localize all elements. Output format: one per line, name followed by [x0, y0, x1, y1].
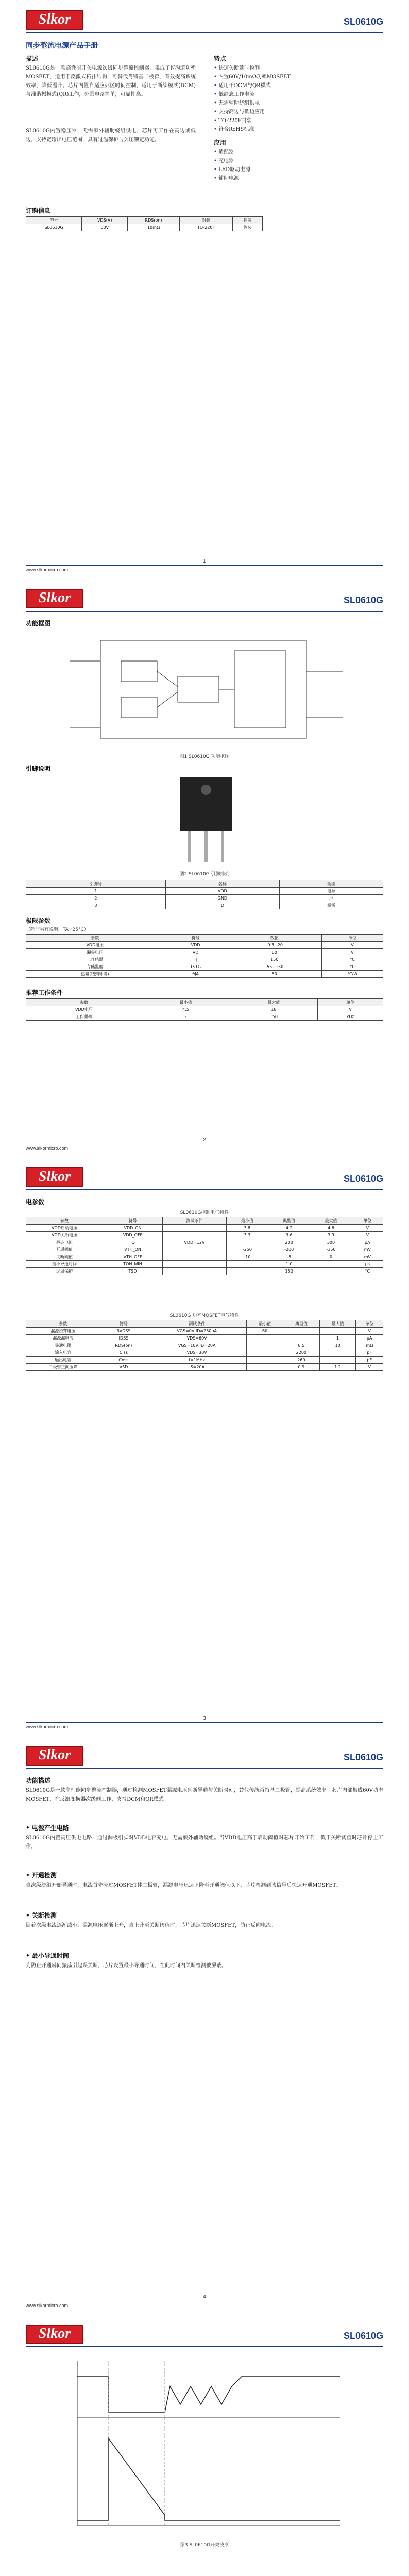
column-header: 最大值 — [310, 1217, 352, 1225]
column-header: 引脚号 — [26, 880, 166, 888]
table-cell: VDD_OFF — [103, 1232, 162, 1239]
block-diagram — [49, 630, 363, 749]
table-cell: 10 — [319, 1342, 356, 1349]
app-item: • 辅助电源 — [214, 174, 379, 183]
table-cell: 漏源击穿电压 — [26, 1328, 100, 1335]
feature-item: • 低静态工作电流 — [214, 90, 379, 99]
table-cell: TSD — [103, 1268, 162, 1275]
func-text: SL0610G是一款高性能同步整流控制器，通过检测MOSFET漏源电压判断导通与关断时刻，替代传统肖特基二极管，提高系统效率。芯片内部集成60V功率MOSFET，在反激变换器次级侧工作，支持DCM和QR模式。 — [26, 1788, 383, 1802]
table-cell: 8.5 — [283, 1342, 319, 1349]
table-cell — [247, 1335, 283, 1342]
table-cell: IDSS — [100, 1335, 147, 1342]
table-cell: 50 — [227, 971, 322, 978]
column-header: 测试条件 — [163, 1217, 227, 1225]
table-cell: TSTG — [164, 963, 227, 971]
table-cell: GND — [165, 895, 279, 902]
table-cell: 4.2 — [268, 1225, 310, 1232]
table-row — [26, 224, 263, 231]
part-number: SL0610G — [343, 2331, 383, 2341]
table-cell: 工作结温 — [26, 956, 164, 963]
table-cell: VDD_ON — [103, 1225, 162, 1232]
table-cell: Coss — [100, 1357, 147, 1364]
s4-heading: • 最小导通时间 — [26, 1952, 69, 1959]
table-cell: 200 — [268, 1239, 310, 1246]
table-cell: 4.5 — [142, 1006, 230, 1013]
abs-heading: 极限参数 — [26, 917, 51, 924]
table-row — [26, 1232, 383, 1239]
table-cell: 漏极 — [280, 902, 383, 909]
t1-caption: SL0610G控制电气特性 — [180, 1210, 229, 1215]
table-cell: mΩ — [356, 1342, 383, 1349]
block-caption: 图1 SL0610G 功能框图 — [179, 754, 230, 759]
feature-item: • 快速关断延时检测 — [214, 64, 379, 73]
page-header — [26, 588, 383, 612]
table-row — [26, 1349, 383, 1357]
app-item: • 充电器 — [214, 157, 379, 165]
table-cell: V — [352, 1232, 383, 1239]
table-cell: 2 — [26, 895, 166, 902]
table-row — [26, 902, 383, 909]
table-cell: VGS=10V,ID=20A — [147, 1342, 247, 1349]
s1-text: SL0610G内置高压供电电路，通过漏极引脚对VDD电容充电，无需额外辅助绕组。当VDD电压高于启动阈值时芯片开始工作，低于关断阈值时芯片停止工作。 — [26, 1835, 383, 1850]
table-cell — [319, 1328, 356, 1335]
column-header: 包装 — [233, 217, 263, 224]
table-row — [26, 1246, 383, 1253]
s2-text: 当次级绕组开始导通时，电流首先流过MOSFET体二极管，漏源电压迅速下降至开通阈值以下，芯片检测到该信号后快速开通MOSFET。 — [26, 1883, 342, 1888]
table-cell: 漏极电压 — [26, 949, 164, 956]
table-cell: V — [318, 1006, 383, 1013]
table-header-row — [26, 1217, 383, 1225]
column-header: 数值 — [227, 935, 322, 942]
table-cell: 导通电阻 — [26, 1342, 100, 1349]
table-cell: 3.6 — [268, 1232, 310, 1239]
table-cell — [226, 1261, 268, 1268]
table-cell: D — [165, 902, 279, 909]
footer-url: www.slkormicro.com — [26, 1146, 69, 1151]
column-header: 功能 — [280, 880, 383, 888]
table-row — [26, 963, 383, 971]
table-cell: μs — [352, 1261, 383, 1268]
feature-item: • TO-220F封装 — [214, 116, 379, 125]
table-row — [26, 1357, 383, 1364]
page-4 — [0, 1736, 409, 2314]
table-cell: 3.3 — [226, 1232, 268, 1239]
column-header: 符号 — [164, 935, 227, 942]
feature-item: • 符合RoHS标准 — [214, 125, 379, 134]
column-header: 符号 — [100, 1320, 147, 1328]
page-footer: 3 www.slkormicro.com — [26, 1722, 383, 1733]
table-cell: 260 — [283, 1357, 319, 1364]
desc-text: SL0610G是一款高性能开关电源次级同步整流控制器，集成了N沟道功率MOSFET，适用于反激式拓扑结构，可替代肖特基二极管，有效提高系统效率，降低温升。芯片内置自适应死区时间控制，适用于断续模式(DCM)与准谐振模式(QR)工作，外围电路简单，可靠性高。 — [26, 65, 196, 97]
package-image — [175, 774, 237, 867]
table-cell: 工作频率 — [26, 1013, 142, 1021]
table-cell: IQ — [103, 1239, 162, 1246]
table-cell: V — [356, 1364, 383, 1371]
column-header: 单位 — [356, 1320, 383, 1328]
table-row — [26, 949, 383, 956]
column-header: 测试条件 — [147, 1320, 247, 1328]
table-cell: 60 — [247, 1328, 283, 1335]
table-cell: - — [142, 1013, 230, 1021]
table-cell: 二极管正向压降 — [26, 1364, 100, 1371]
table-cell: pF — [356, 1357, 383, 1364]
column-header: 型号 — [26, 217, 82, 224]
table-cell: °C — [322, 956, 383, 963]
table-cell: 60 — [227, 949, 322, 956]
table-cell: 300 — [310, 1239, 352, 1246]
s3-heading: • 关断检测 — [26, 1912, 57, 1919]
table-header-row — [26, 217, 263, 224]
table-cell: TON_MIN — [103, 1261, 162, 1268]
rec-heading: 推荐工作条件 — [26, 989, 63, 996]
table-cell: 最小导通时间 — [26, 1261, 103, 1268]
pin-table — [26, 880, 383, 909]
table-cell: 1 — [26, 888, 166, 895]
table-cell: 150 — [227, 956, 322, 963]
part-number: SL0610G — [343, 595, 383, 605]
footer-url: www.slkormicro.com — [26, 567, 69, 572]
table-cell: 0 — [310, 1253, 352, 1261]
column-header: RDS(on) — [128, 217, 180, 224]
table-row — [26, 895, 383, 902]
table-cell: VDD — [164, 942, 227, 949]
table-cell: 3 — [26, 902, 166, 909]
footer-url: www.slkormicro.com — [26, 2303, 69, 2308]
column-header: 参数 — [26, 1217, 103, 1225]
table-row — [26, 1261, 383, 1268]
table-cell: IS=20A — [147, 1364, 247, 1371]
table-cell: 静态电流 — [26, 1239, 103, 1246]
table-cell: 60V — [82, 224, 128, 231]
switching-waveform — [62, 2355, 350, 2536]
table-cell: 150 — [230, 1013, 318, 1021]
footer-url: www.slkormicro.com — [26, 1724, 69, 1730]
table-cell: -200 — [268, 1246, 310, 1253]
table-row — [26, 1342, 383, 1349]
table-cell: 150 — [268, 1268, 310, 1275]
table-cell — [247, 1364, 283, 1371]
table-cell: 18 — [230, 1006, 318, 1013]
column-header: VDS(V) — [82, 217, 128, 224]
table-cell — [283, 1335, 319, 1342]
page-3 — [0, 1157, 409, 1736]
table-cell: 关断阈值 — [26, 1253, 103, 1261]
table-cell: 管装 — [233, 224, 263, 231]
table-cell: 3.8 — [226, 1225, 268, 1232]
page-header — [26, 9, 383, 33]
column-header: 最小值 — [226, 1217, 268, 1225]
table-row — [26, 971, 383, 978]
brand-logo: Slkor — [26, 1746, 83, 1766]
page-1 — [0, 0, 409, 579]
page-footer: 2 www.slkormicro.com — [26, 1144, 383, 1154]
table-cell: -0.3~20 — [227, 942, 322, 949]
mosfet-elec-table — [26, 1320, 383, 1371]
table-cell — [319, 1357, 356, 1364]
column-header: 最小值 — [142, 999, 230, 1006]
abs-table — [26, 934, 383, 978]
table-cell: VTH_OFF — [103, 1253, 162, 1261]
page-5 — [0, 2314, 409, 2576]
table-cell: 地 — [280, 895, 383, 902]
table-cell: pF — [356, 1349, 383, 1357]
s2-heading: • 开通检测 — [26, 1872, 57, 1879]
desc-heading: 描述 — [26, 55, 39, 62]
table-cell — [163, 1246, 227, 1253]
table-cell: VTH_ON — [103, 1246, 162, 1253]
table-row — [26, 1013, 383, 1021]
table-cell: VDD — [165, 888, 279, 895]
table-cell: V — [322, 949, 383, 956]
column-header: 典型值 — [283, 1320, 319, 1328]
column-header: 参数 — [26, 935, 164, 942]
table-header-row — [26, 935, 383, 942]
column-header: 参数 — [26, 1320, 100, 1328]
table-cell: 0.9 — [283, 1364, 319, 1371]
table-cell: VSD — [100, 1364, 147, 1371]
pin-caption: 图2 SL0610G 引脚排列 — [179, 872, 230, 877]
table-cell: 2200 — [283, 1349, 319, 1357]
table-cell: 过温保护 — [26, 1268, 103, 1275]
table-cell: -10 — [226, 1253, 268, 1261]
table-cell: VD — [164, 949, 227, 956]
table-cell: VDD关断电压 — [26, 1232, 103, 1239]
table-cell: VDD启动电压 — [26, 1225, 103, 1232]
page-footer: 1 www.slkormicro.com — [26, 565, 383, 575]
table-cell: mV — [352, 1246, 383, 1253]
func-heading: 功能描述 — [26, 1777, 51, 1784]
table-cell: °C — [322, 963, 383, 971]
table-cell: 3.9 — [310, 1232, 352, 1239]
table-cell: θJA — [164, 971, 227, 978]
column-header: 最大值 — [230, 999, 318, 1006]
table-row — [26, 1328, 383, 1335]
table-cell: 10mΩ — [128, 224, 180, 231]
table-row — [26, 1253, 383, 1261]
page-2 — [0, 579, 409, 1157]
table-cell — [163, 1268, 227, 1275]
table-cell — [163, 1253, 227, 1261]
table-cell: VDD电压 — [26, 942, 164, 949]
page-header — [26, 2324, 383, 2347]
table-cell — [163, 1232, 227, 1239]
order-table — [26, 216, 263, 231]
brand-logo: Slkor — [26, 2325, 83, 2344]
column-header: 单位 — [318, 999, 383, 1006]
table-cell: 存储温度 — [26, 963, 164, 971]
feature-item: • 无需辅助绕组供电 — [214, 99, 379, 108]
table-cell — [319, 1349, 356, 1357]
feature-item: • 适用于DCM与QR模式 — [214, 81, 379, 90]
column-header: 名称 — [165, 880, 279, 888]
column-header: 典型值 — [268, 1217, 310, 1225]
table-cell: TO-220F — [179, 224, 232, 231]
table-cell: TJ — [164, 956, 227, 963]
brand-logo: Slkor — [26, 10, 83, 30]
table-cell — [310, 1261, 352, 1268]
table-cell: BVDSS — [100, 1328, 147, 1335]
table-cell: μA — [352, 1239, 383, 1246]
table-cell: SL0610G — [26, 224, 82, 231]
table-row — [26, 1364, 383, 1371]
table-cell — [163, 1261, 227, 1268]
desc-text-2: SL0610G内置稳压器，无需额外辅助绕组供电，芯片可工作在高边或低边，支持宽输出电压范围，具有过温保护与欠压锁定功能。 — [26, 128, 196, 143]
table-cell: -55~150 — [227, 963, 322, 971]
table-header-row — [26, 1320, 383, 1328]
s1-heading: • 电源产生电路 — [26, 1824, 69, 1832]
feature-list — [214, 64, 379, 134]
table-cell: 4.6 — [310, 1225, 352, 1232]
feature-item: • 内置60V/10mΩ功率MOSFET — [214, 73, 379, 81]
table-cell: 输出电容 — [26, 1357, 100, 1364]
table-cell: μA — [356, 1335, 383, 1342]
column-header: 单位 — [352, 1217, 383, 1225]
table-cell: RDS(on) — [100, 1342, 147, 1349]
table-cell: mV — [352, 1253, 383, 1261]
table-cell: -5 — [268, 1253, 310, 1261]
table-cell — [163, 1225, 227, 1232]
abs-note: （除非另有说明，TA=25°C） — [26, 927, 89, 933]
table-row — [26, 1225, 383, 1232]
rec-table — [26, 998, 383, 1021]
app-heading: 应用 — [214, 139, 227, 146]
table-cell: VDD电压 — [26, 1006, 142, 1013]
app-circuit — [62, 2556, 350, 2576]
brand-logo: Slkor — [26, 589, 83, 608]
table-cell: °C/W — [322, 971, 383, 978]
table-row — [26, 942, 383, 949]
block-heading: 功能框图 — [26, 620, 51, 627]
page-header — [26, 1745, 383, 1769]
table-cell: V — [322, 942, 383, 949]
table-cell — [283, 1328, 319, 1335]
feature-heading: 特点 — [214, 55, 227, 62]
table-header-row — [26, 880, 383, 888]
table-cell — [310, 1268, 352, 1275]
column-header: 符号 — [103, 1217, 162, 1225]
order-heading: 订购信息 — [26, 207, 51, 214]
table-cell — [226, 1268, 268, 1275]
table-cell — [247, 1357, 283, 1364]
table-cell: 1 — [319, 1335, 356, 1342]
column-header: 封装 — [179, 217, 232, 224]
table-row — [26, 1006, 383, 1013]
table-cell: VGS=0V,ID=250μA — [147, 1328, 247, 1335]
table-cell: VDS=30V — [147, 1349, 247, 1357]
table-cell: VDD=12V — [163, 1239, 227, 1246]
table-cell: 1.0 — [268, 1261, 310, 1268]
table-cell: kHz — [318, 1013, 383, 1021]
brand-logo: Slkor — [26, 1167, 83, 1187]
column-header: 单位 — [322, 935, 383, 942]
s3-text: 随着次级电流逐渐减小，漏源电压逐渐上升，当上升至关断阈值时，芯片迅速关断MOSFET，防止反向电流。 — [26, 1923, 277, 1928]
table-row — [26, 1268, 383, 1275]
doc-title: 同步整流电源产品手册 — [26, 42, 98, 50]
part-number: SL0610G — [343, 16, 383, 27]
table-cell: V — [352, 1225, 383, 1232]
elec-heading: 电参数 — [26, 1198, 45, 1206]
part-number: SL0610G — [343, 1752, 383, 1762]
t2-caption: SL0610G 功率MOSFET电气特性 — [169, 1313, 240, 1318]
table-cell: -250 — [226, 1246, 268, 1253]
table-cell: 漏源漏电流 — [26, 1335, 100, 1342]
table-row — [26, 956, 383, 963]
table-cell: 1.2 — [319, 1364, 356, 1371]
table-cell: -150 — [310, 1246, 352, 1253]
column-header: 参数 — [26, 999, 142, 1006]
app-item: • LED驱动电源 — [214, 165, 379, 174]
app-list — [214, 148, 379, 183]
app-item: • 适配器 — [214, 148, 379, 157]
table-cell — [247, 1342, 283, 1349]
pin-heading: 引脚说明 — [26, 765, 51, 772]
table-row — [26, 1239, 383, 1246]
table-cell: V — [356, 1328, 383, 1335]
column-header: 最大值 — [319, 1320, 356, 1328]
column-header: 最小值 — [247, 1320, 283, 1328]
table-cell: VDS=60V — [147, 1335, 247, 1342]
wave-caption: 图3 SL0610G开关波形 — [180, 2543, 229, 2548]
table-cell: 热阻(结到环境) — [26, 971, 164, 978]
s4-text: 为防止开通瞬间振荡引起误关断，芯片设置最小导通时间，在此时间内关断检测被屏蔽。 — [26, 1963, 227, 1969]
part-number: SL0610G — [343, 1174, 383, 1184]
table-cell: °C — [352, 1268, 383, 1275]
table-cell: f=1MHz — [147, 1357, 247, 1364]
table-cell: 开通阈值 — [26, 1246, 103, 1253]
control-elec-table — [26, 1217, 383, 1275]
table-header-row — [26, 999, 383, 1006]
table-row — [26, 1335, 383, 1342]
feature-item: • 支持高边与低边应用 — [214, 108, 379, 116]
page-header — [26, 1166, 383, 1190]
table-cell — [247, 1349, 283, 1357]
table-cell: 电源 — [280, 888, 383, 895]
table-cell: Ciss — [100, 1349, 147, 1357]
table-cell: 输入电容 — [26, 1349, 100, 1357]
table-row — [26, 888, 383, 895]
page-footer: 4 www.slkormicro.com — [26, 2301, 383, 2311]
table-cell — [226, 1239, 268, 1246]
